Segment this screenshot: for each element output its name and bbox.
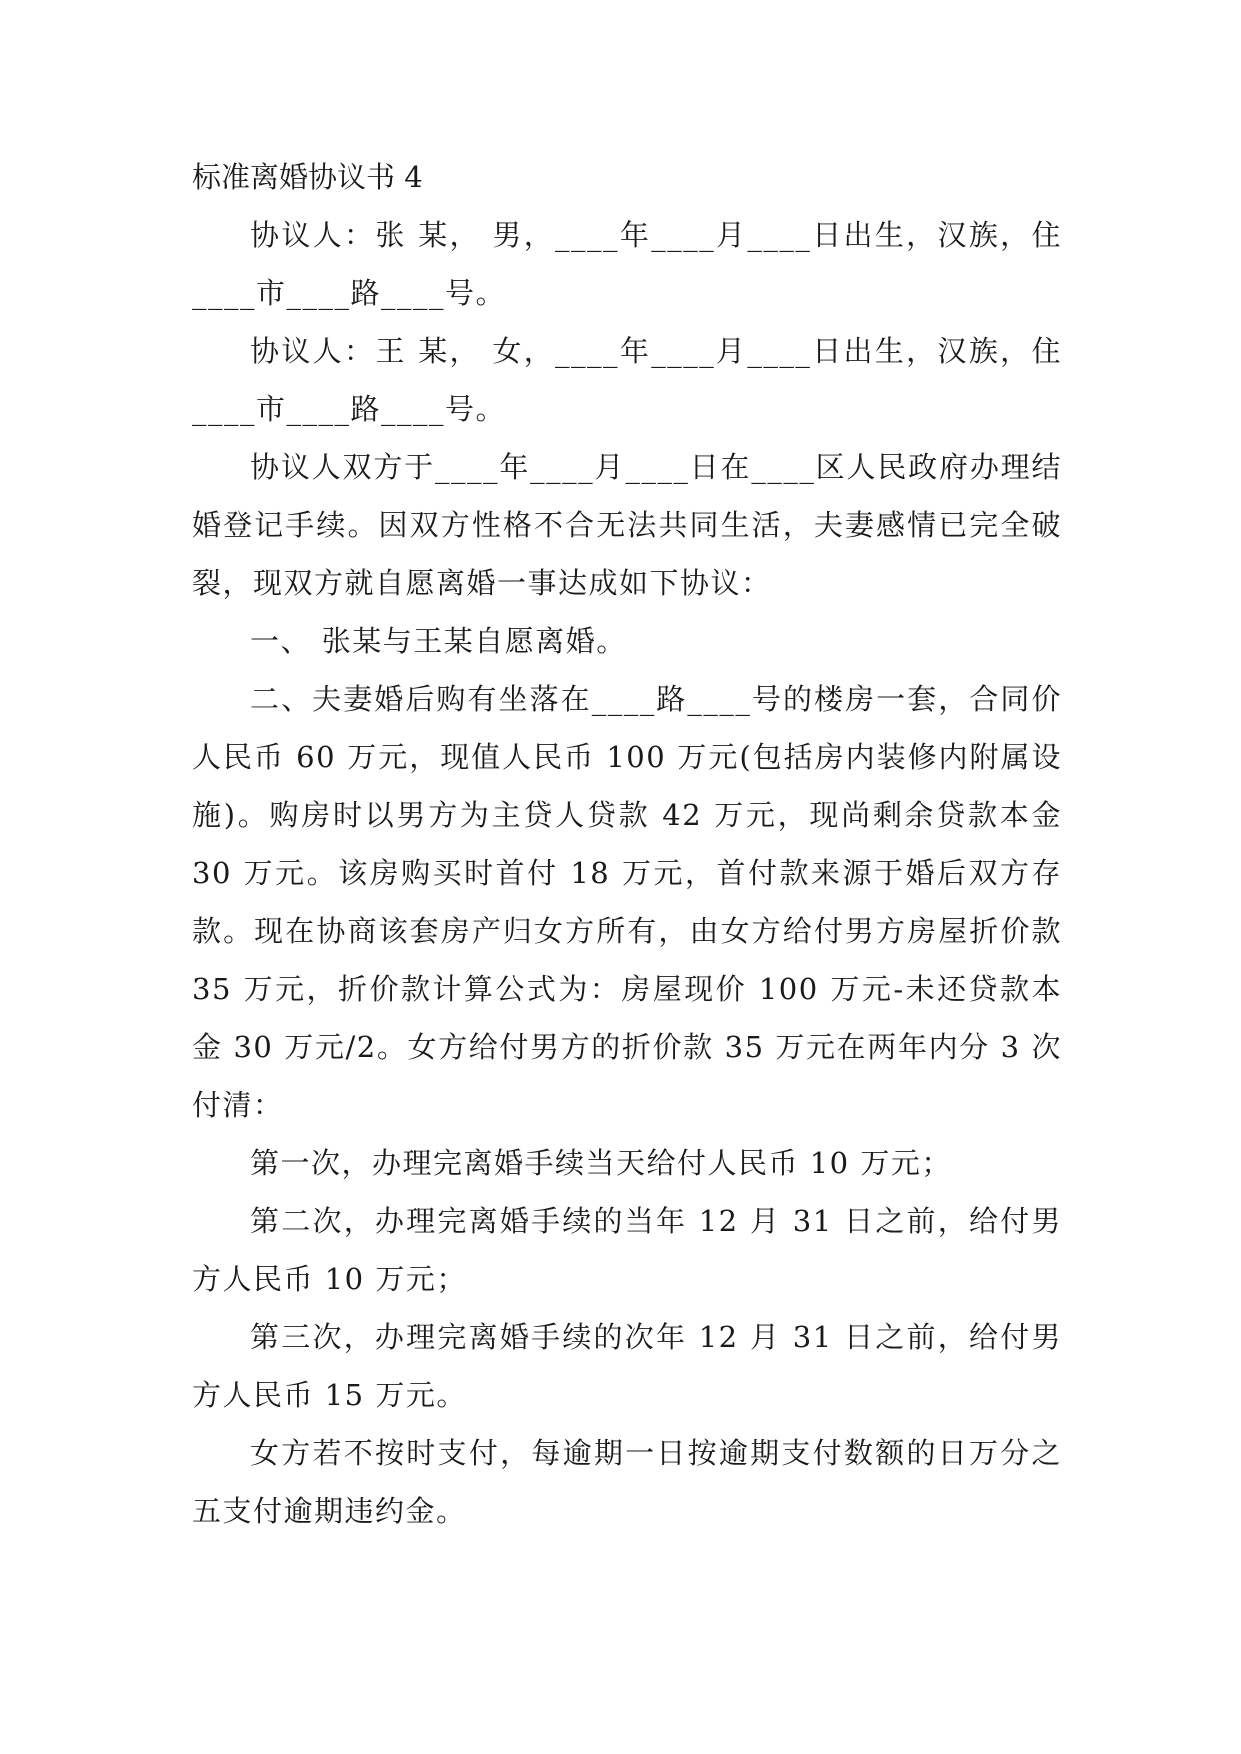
paragraph-payment-third: 第三次，办理完离婚手续的次年 12 月 31 日之前，给付男方人民币 15 万元。 xyxy=(192,1320,1062,1412)
paragraph-marriage-registration: 协议人双方于____年____月____日在____区人民政府办理结婚登记手续。因双方性格不合无法共同生活，夫妻感情已完全破裂，现双方就自愿离婚一事达成如下协议： xyxy=(192,450,1062,600)
paragraph-payment-second: 第二次，办理完离婚手续的当年 12 月 31 日之前，给付男方人民币 10 万元； xyxy=(192,1204,1062,1296)
paragraph-clause-two-property: 二、夫妻婚后购有坐落在____路____号的楼房一套，合同价人民币 60 万元，现值人民币 100 万元(包括房内装修内附属设施)。购房时以男方为主贷人贷款 42 万元，现尚剩余贷款本金 30 万元。该房购买时首付 18 万元，首付款来源于婚后双方存款。现在协商该套房产归女方所有，由女方给付男方房屋折价款 35 万元，折价款计算公式为：房屋现价 100 万元-未还贷款本金 30 万元/2。女方给付男方的折价款 35 万元在两年内分 3 次付清： xyxy=(192,682,1062,1122)
document-page xyxy=(192,148,1062,1540)
document-title: 标准离婚协议书 4 xyxy=(192,160,423,194)
paragraph-late-penalty: 女方若不按时支付，每逾期一日按逾期支付数额的日万分之五支付逾期违约金。 xyxy=(192,1436,1062,1528)
paragraph-clause-one: 一、 张某与王某自愿离婚。 xyxy=(250,624,627,658)
paragraph-party-male: 协议人：张 某， 男，____年____月____日出生，汉族，住____市____路____号。 xyxy=(192,218,1062,310)
paragraph-party-female: 协议人：王 某， 女，____年____月____日出生，汉族，住____市____路____号。 xyxy=(192,334,1062,426)
paragraph-payment-first: 第一次，办理完离婚手续当天给付人民币 10 万元； xyxy=(250,1146,952,1180)
